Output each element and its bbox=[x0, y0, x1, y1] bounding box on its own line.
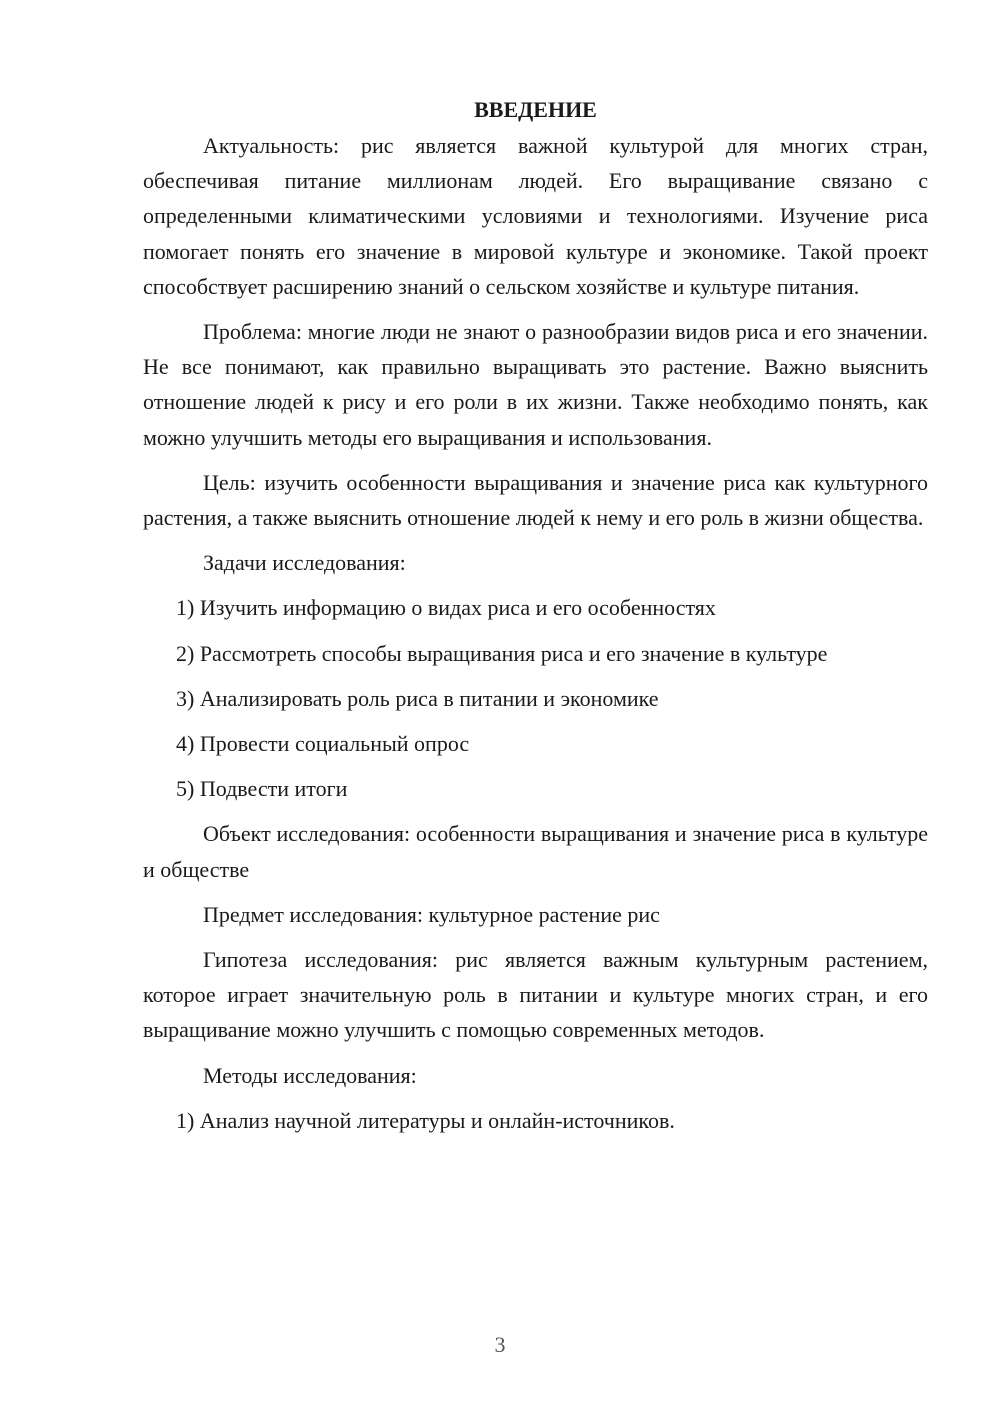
tasks-list bbox=[143, 590, 928, 806]
relevance-paragraph: Актуальность: рис является важной культурой для многих стран, обеспечивая питание миллионам людей. Его выращивание связано с определенными климатическими условиями и технологиями. Изучение риса помогает понять его значение в мировой культуре и экономике. Такой проект способствует расширению знаний о сельском хозяйстве и культуре питания. bbox=[143, 133, 928, 299]
subject-paragraph: Предмет исследования: культурное растение рис bbox=[203, 901, 660, 927]
hypothesis-paragraph: Гипотеза исследования: рис является важным культурным растением, которое играет значительную роль в питании и культуре многих стран, и его выращивание можно улучшить с помощью современных методов. bbox=[143, 947, 928, 1043]
goal-paragraph: Цель: изучить особенности выращивания и значение риса как культурного растения, а также выяснить отношение людей к нему и его роль в жизни общества. bbox=[143, 469, 928, 531]
list-item: 1) Анализ научной литературы и онлайн-источников. bbox=[176, 1107, 675, 1133]
section-title: ВВЕДЕНИЕ bbox=[474, 97, 597, 122]
list-item: 3) Анализировать роль риса в питании и экономике bbox=[176, 685, 659, 711]
methods-heading: Методы исследования: bbox=[203, 1062, 417, 1088]
document-page bbox=[143, 92, 928, 1148]
tasks-heading: Задачи исследования: bbox=[203, 550, 406, 576]
page-number: 3 bbox=[494, 1332, 506, 1357]
methods-list bbox=[143, 1103, 928, 1138]
problem-paragraph: Проблема: многие люди не знают о разнообразии видов риса и его значении. Не все понимают, как правильно выращивать это растение. Важно выяснить отношение людей к рису и его роли в их жизни. Также необходимо понять, как можно улучшить методы его выращивания и использования. bbox=[143, 319, 928, 450]
object-paragraph: Объект исследования: особенности выращивания и значение риса в культуре и обществе bbox=[143, 821, 928, 882]
list-item: 4) Провести социальный опрос bbox=[176, 731, 470, 757]
list-item: 5) Подвести итоги bbox=[176, 776, 348, 802]
list-item: 1) Изучить информацию о видах риса и его особенностях bbox=[176, 595, 716, 621]
list-item: 2) Рассмотреть способы выращивания риса и его значение в культуре bbox=[176, 640, 828, 666]
